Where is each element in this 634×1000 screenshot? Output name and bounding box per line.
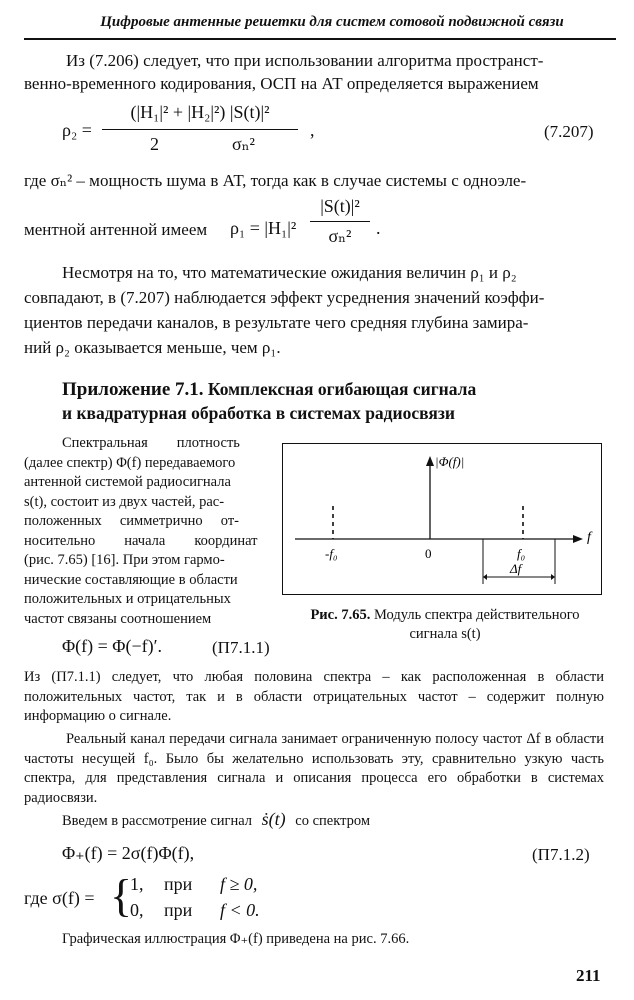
p6-text: Введем в рассмотрение сигнал	[62, 813, 253, 829]
tick-label-neg-f0: -f₀	[325, 546, 338, 561]
p3-line4: ний ρ₂ оказывается меньше, чем ρ₁.	[24, 338, 281, 357]
p2-line2-text: ментной антенной имеем	[24, 220, 208, 239]
figure-caption-line2: сигнала s(t)	[409, 626, 481, 642]
tick-label-pos-f0: f₀	[517, 546, 526, 561]
bandwidth-arrow-right-head	[551, 574, 555, 580]
tick-label-zero: 0	[425, 546, 432, 561]
equation-sigma	[24, 872, 324, 928]
rho1-fraction-bar	[310, 221, 370, 222]
sigma-brace: {	[110, 870, 133, 921]
eq7207-comma: ,	[310, 120, 315, 140]
equation-p711-number: (П7.1.1)	[212, 638, 270, 657]
figure-caption-text: Модуль спектра действительного	[373, 607, 580, 623]
left-line: носительно начала координат	[24, 532, 258, 549]
equation-p712-number: (П7.1.2)	[532, 845, 590, 864]
bandwidth-arrow-left-head	[483, 574, 487, 580]
x-axis-arrow	[573, 535, 583, 543]
p4: Из (П7.1.1) следует, что любая половина спектра – как расположенная в области положительных частот, так и в области отрицательных частот – содержит полную информацию о сигнале.	[24, 669, 604, 724]
left-column-text	[24, 434, 274, 629]
sigma-case2-value: 0,	[130, 900, 144, 920]
rho1-denominator: σₙ²	[328, 226, 352, 246]
sigma-lhs: где σ(f) =	[24, 888, 95, 908]
p6-tail: со спектром	[295, 813, 371, 829]
running-header: Цифровые антенные решетки для систем сотовой подвижной связи	[100, 14, 564, 30]
p6	[62, 810, 602, 832]
sigma-case2-word: при	[164, 900, 193, 920]
left-line: антенной системой радиосигнала	[24, 474, 231, 490]
sigma-case1-word: при	[164, 874, 193, 894]
left-line: положительных и отрицательных	[24, 591, 231, 607]
rho1-numerator: |S(t)|²	[320, 196, 360, 216]
equation-p711: Φ(f) = Φ(−f)′.	[62, 636, 163, 656]
p1-line1: Из (7.206) следует, что при использовании алгоритма пространст-	[66, 51, 544, 70]
p5: Реальный канал передачи сигнала занимает ограниченную полосу частот Δf в области частоты несущей f₀. Было бы желательно использовать эту, сравнительно узкую часть спектра, для представления сигнала и описания процесса его обработки в системах радиосвязи.	[24, 731, 604, 806]
y-axis-arrow	[426, 456, 434, 466]
equation-p712: Φ₊(f) = 2σ(f)Φ(f),	[62, 843, 195, 863]
section-title-number: Приложение 7.1.	[62, 379, 204, 400]
sigma-case2-condition: f < 0.	[220, 900, 260, 920]
figure-7-65	[282, 443, 602, 595]
left-line: Спектральная плотность	[62, 435, 240, 451]
left-line: положенных симметрично от-	[24, 513, 240, 529]
p3-line3: циентов передачи каналов, в результате чего средняя глубина замира-	[24, 313, 529, 332]
sigma-case1-value: 1,	[130, 874, 144, 894]
eq7207-numerator: (|H₁|² + |H₂|²) |S(t)|²	[130, 102, 270, 122]
left-line: (рис. 7.65) [16]. При этом гармо-	[24, 552, 225, 568]
eq7207-denominator-2: 2	[150, 134, 159, 154]
bandwidth-label: Δf	[510, 561, 522, 576]
sigma-case1-condition: f ≥ 0,	[220, 874, 258, 894]
eq7207-lhs: ρ₂ =	[62, 120, 92, 140]
spectrum-plot	[283, 444, 600, 593]
eq7207-denominator-sigma: σₙ²	[232, 134, 255, 154]
y-axis-label: |Φ(f)|	[435, 454, 465, 469]
equation-7-207	[62, 102, 612, 164]
left-line: нические составляющие в области	[24, 571, 238, 588]
p1-line2: венно-временного кодирования, ОСП на АТ определяется выражением	[24, 74, 539, 93]
rho1-lhs: ρ₁ = |H₁|²	[230, 218, 297, 238]
figure-caption	[286, 606, 604, 644]
left-line: частот связаны соотношением	[24, 610, 212, 627]
equation-rho1	[226, 196, 386, 254]
rho1-period: .	[376, 218, 381, 238]
p3-line1: Несмотря на то, что математические ожидания величин ρ₁ и ρ₂	[62, 263, 517, 282]
p3-line2: совпадают, в (7.207) наблюдается эффект усреднения значений коэффи-	[24, 288, 545, 307]
eq7207-fraction-bar	[102, 129, 298, 130]
page-number: 211	[576, 966, 601, 985]
p6-symbol: ṡ(t)	[261, 809, 286, 829]
eq7207-number: (7.207)	[544, 122, 594, 141]
p2-line1: где σₙ² – мощность шума в АТ, тогда как в случае системы с одноэле-	[24, 171, 527, 190]
header-rule	[24, 38, 616, 40]
x-axis-label: f	[587, 530, 591, 545]
section-title-line2: и квадратурная обработка в системах радиосвязи	[62, 403, 455, 423]
section-title-line1	[62, 378, 602, 401]
left-line: (далее спектр) Φ(f) передаваемого	[24, 454, 236, 471]
section-title-text: Комплексная огибающая сигнала	[207, 379, 477, 399]
left-line: s(t), состоит из двух частей, рас-	[24, 493, 225, 510]
p7: Графическая иллюстрация Φ₊(f) приведена на рис. 7.66.	[62, 931, 410, 947]
figure-caption-label: Рис. 7.65.	[310, 607, 371, 623]
